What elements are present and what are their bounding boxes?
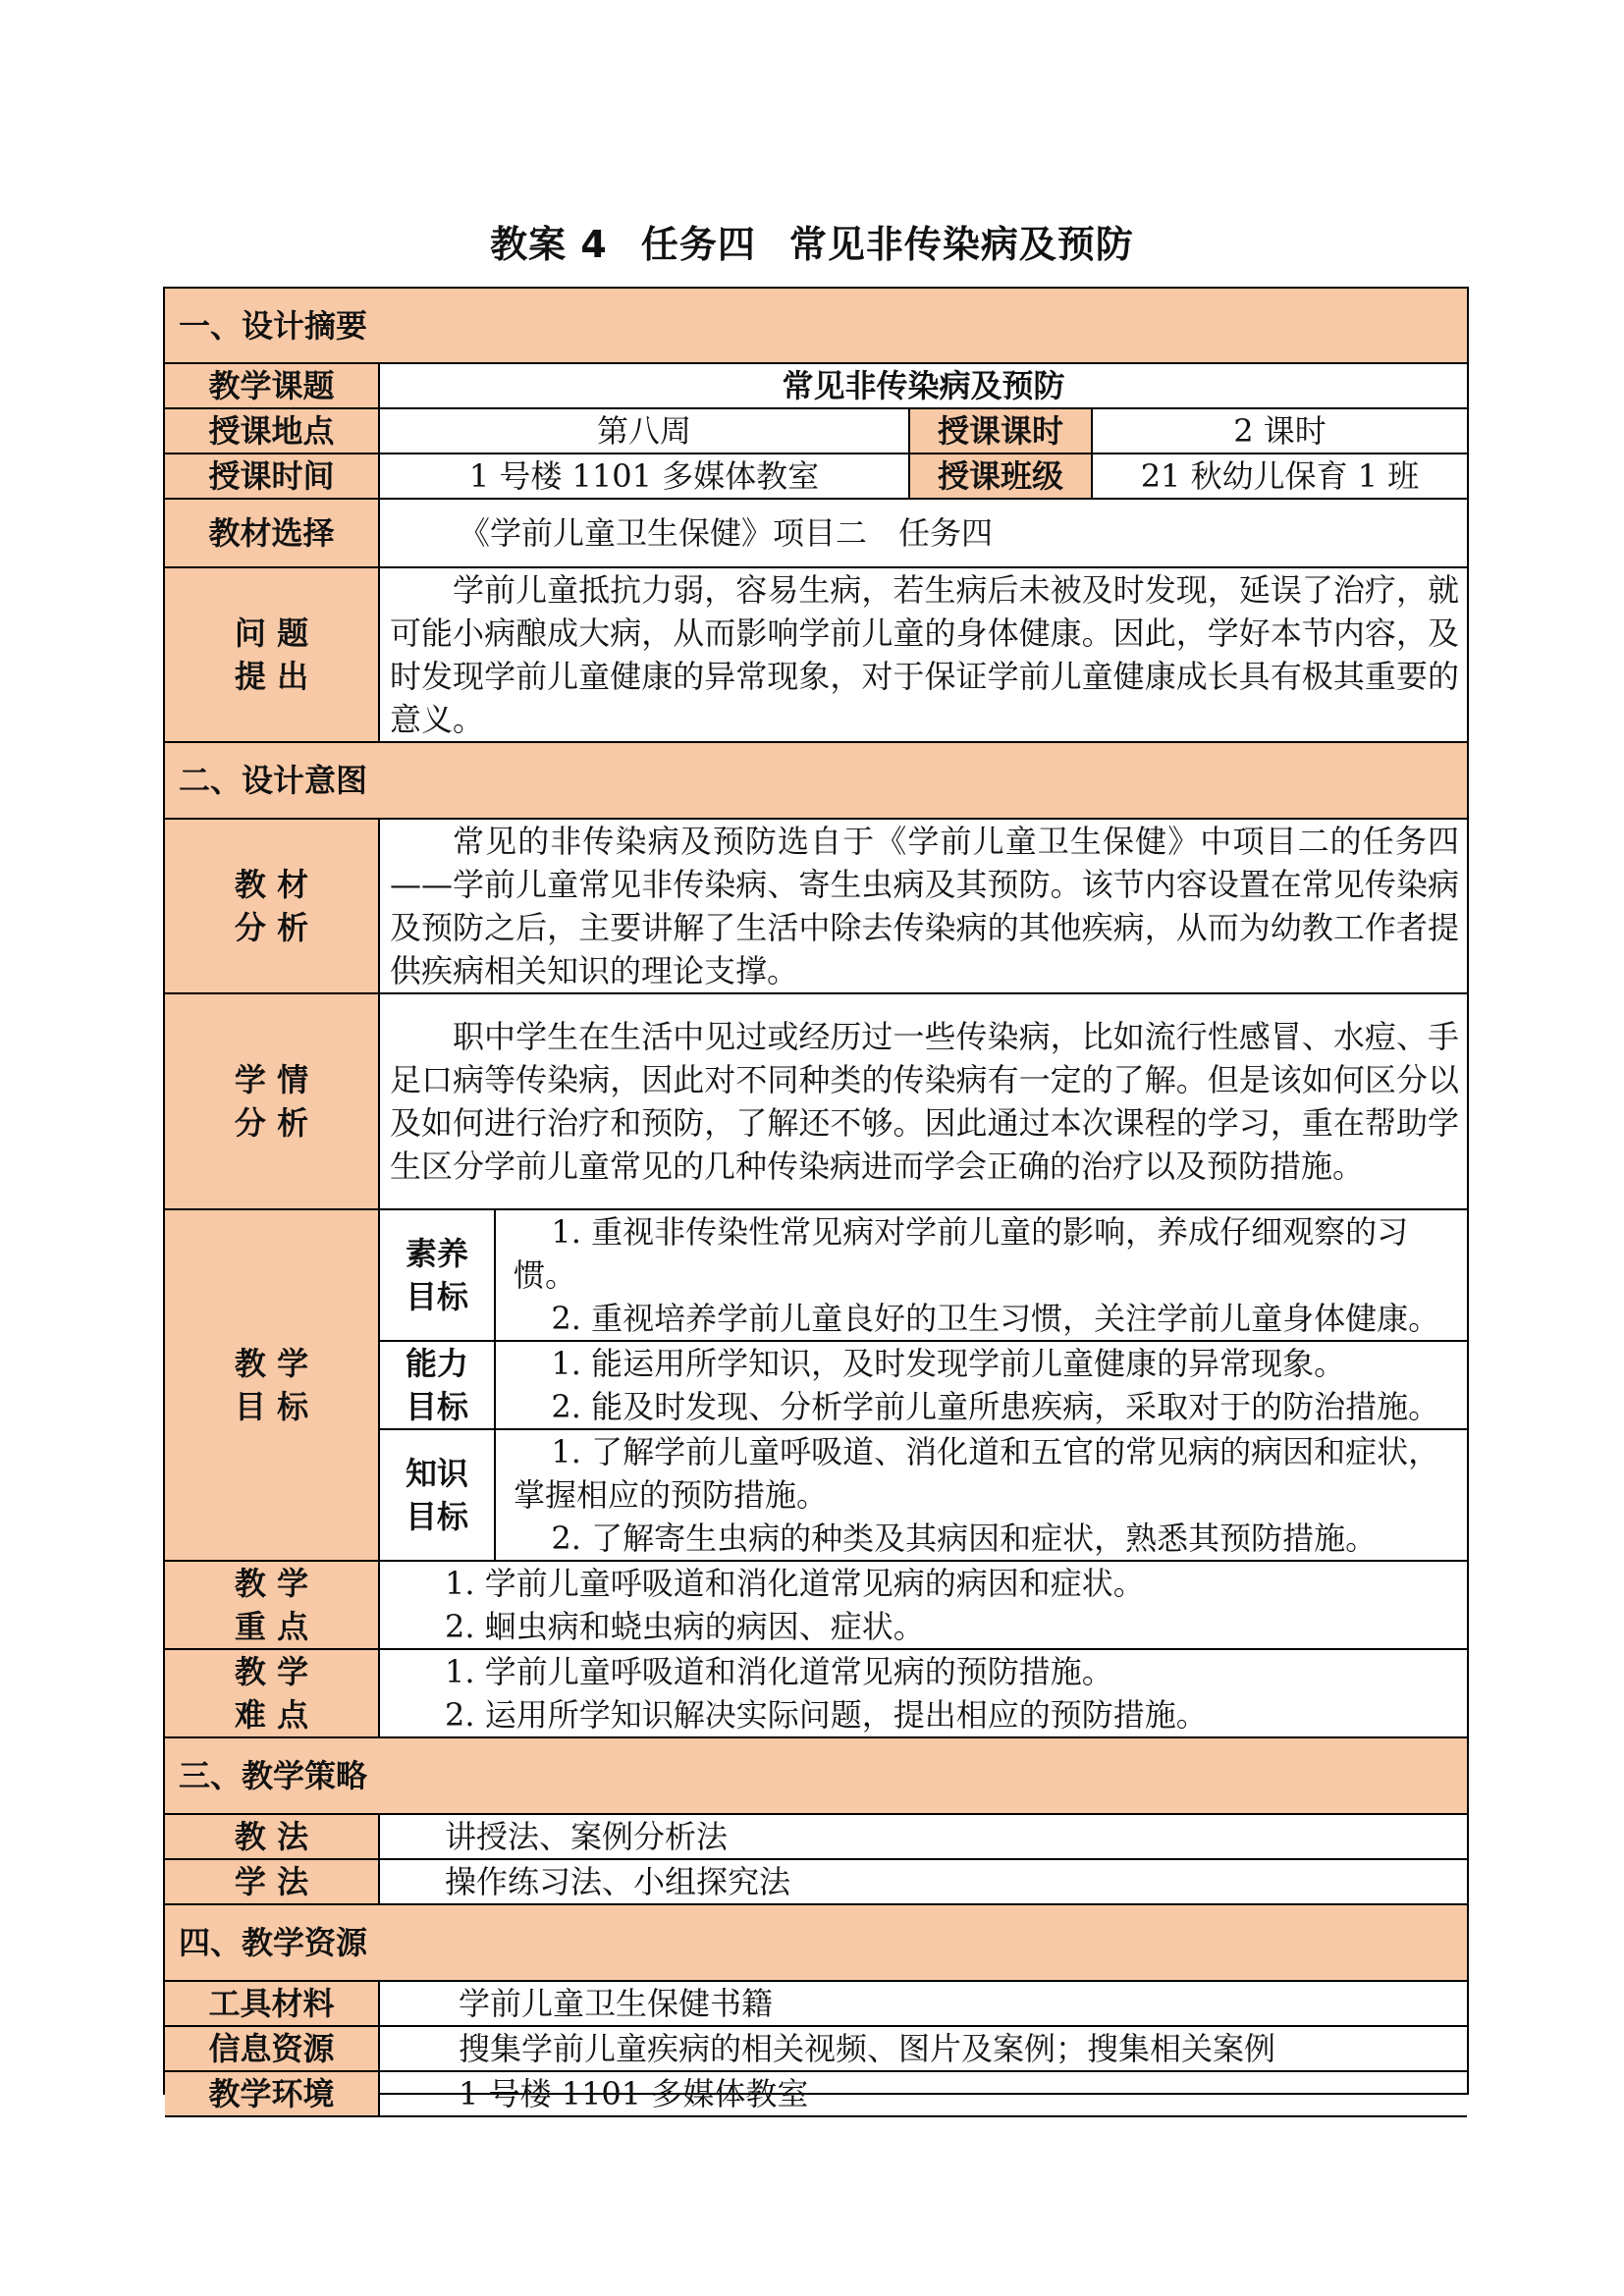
goal-literacy-line2: 目标: [405, 1278, 468, 1315]
difficulty-label: [165, 1649, 379, 1737]
student-label-line1: 学 情: [234, 1061, 309, 1098]
student-text: 职中学生在生活中见过或经历过一些传染病，比如流行性感冒、水痘、手足口病等传染病，因此对不同种类的传染病有一定的了解。但是该如何区分以及如何进行治疗和预防，了解还不够。因此通过本次课程的学习，重在帮助学生区分学前儿童常见的几种传染病进而学会正确的治疗以及预防措施。: [379, 993, 1467, 1209]
problem-label-line1: 问 题: [234, 614, 309, 652]
section-header-resources: 四、教学资源: [165, 1904, 1467, 1981]
key-item-2: 2. 蛔虫病和蛲虫病的病因、症状。: [445, 1608, 925, 1645]
goal-knowledge-item-1: 1. 了解学前儿童呼吸道、消化道和五官的常见病的病因和症状，掌握相应的预防措施。: [514, 1433, 1440, 1514]
problem-label-line2: 提 出: [234, 658, 309, 695]
textbook-label: 教材选择: [165, 499, 379, 567]
student-label: [165, 993, 379, 1209]
goal-sub-label-knowledge: [379, 1429, 495, 1561]
diff-label-line2: 难 点: [234, 1696, 309, 1734]
goals-label-line1: 教 学: [234, 1345, 309, 1382]
class-label: 授课班级: [909, 454, 1092, 499]
tools-label: 工具材料: [165, 1981, 379, 2026]
goal-ability-line1: 能力: [405, 1345, 468, 1382]
title-task: 任务四: [640, 223, 756, 266]
page-title: [0, 214, 1624, 268]
problem-label: [165, 567, 379, 742]
section-header-strategy: 三、教学策略: [165, 1737, 1467, 1814]
goal-ability-line2: 目标: [405, 1388, 468, 1425]
goals-label: [165, 1209, 379, 1561]
time-label: 授课时间: [165, 454, 379, 499]
goal-literacy-item-2: 2. 重视培养学前儿童良好的卫生习惯，关注学前儿童身体健康。: [551, 1300, 1440, 1337]
hours-value: 2 课时: [1092, 408, 1467, 454]
teaching-method-value: 讲授法、案例分析法: [379, 1814, 1467, 1859]
difficulty-items: [379, 1649, 1467, 1737]
info-resources-label: 信息资源: [165, 2026, 379, 2071]
goal-knowledge-items: [495, 1429, 1467, 1561]
goal-sub-label-ability: [379, 1341, 495, 1429]
key-item-1: 1. 学前儿童呼吸道和消化道常见病的病因和症状。: [445, 1565, 1145, 1602]
environment-value: 1 号楼 1101 多媒体教室: [379, 2071, 1467, 2116]
title-topic: 常见非传染病及预防: [788, 223, 1134, 266]
key-points-items: [379, 1561, 1467, 1649]
topic-value: 常见非传染病及预防: [379, 363, 1467, 408]
section-header-intent: 二、设计意图: [165, 742, 1467, 819]
goal-literacy-item-1: 1. 重视非传染性常见病对学前儿童的影响，养成仔细观察的习惯。: [514, 1213, 1409, 1294]
key-label-line1: 教 学: [234, 1565, 309, 1602]
diff-label-line1: 教 学: [234, 1653, 309, 1690]
teaching-method-label: 教 法: [165, 1814, 379, 1859]
goal-literacy-line1: 素养: [405, 1235, 468, 1272]
diff-item-2: 2. 运用所学知识解决实际问题，提出相应的预防措施。: [445, 1696, 1208, 1734]
time-value: 1 号楼 1101 多媒体教室: [379, 454, 909, 499]
material-label: [165, 819, 379, 993]
material-label-line2: 分 析: [234, 909, 309, 946]
lesson-plan-table: [163, 287, 1469, 2112]
goal-ability-item-2: 2. 能及时发现、分析学前儿童所患疾病，采取对于的防治措施。: [551, 1388, 1440, 1425]
goal-knowledge-line1: 知识: [405, 1455, 468, 1492]
textbook-value: 《学前儿童卫生保健》项目二 任务四: [379, 499, 1467, 567]
goal-sub-label-literacy: [379, 1209, 495, 1341]
material-label-line1: 教 材: [234, 866, 309, 903]
section-header-summary: 一、设计摘要: [165, 289, 1467, 363]
place-value: 第八周: [379, 408, 909, 454]
class-value: 21 秋幼儿保育 1 班: [1092, 454, 1467, 499]
learning-method-value: 操作练习法、小组探究法: [379, 1859, 1467, 1904]
tools-value: 学前儿童卫生保健书籍: [379, 1981, 1467, 2026]
goal-ability-item-1: 1. 能运用所学知识，及时发现学前儿童健康的异常现象。: [551, 1345, 1346, 1382]
info-resources-value: 搜集学前儿童疾病的相关视频、图片及案例；搜集相关案例: [379, 2026, 1467, 2071]
student-label-line2: 分 析: [234, 1104, 309, 1142]
learning-method-label: 学 法: [165, 1859, 379, 1904]
goal-literacy-items: [495, 1209, 1467, 1341]
material-text: 常见的非传染病及预防选自于《学前儿童卫生保健》中项目二的任务四——学前儿童常见非传染病、寄生虫病及其预防。该节内容设置在常见传染病及预防之后，主要讲解了生活中除去传染病的其他疾病，从而为幼教工作者提供疾病相关知识的理论支撑。: [379, 819, 1467, 993]
title-lesson: 教案 4: [490, 223, 608, 266]
goal-knowledge-line2: 目标: [405, 1498, 468, 1535]
goal-ability-items: [495, 1341, 1467, 1429]
environment-label: 教学环境: [165, 2071, 379, 2116]
hours-label: 授课课时: [909, 408, 1092, 454]
diff-item-1: 1. 学前儿童呼吸道和消化道常见病的预防措施。: [445, 1653, 1113, 1690]
key-label-line2: 重 点: [234, 1608, 309, 1645]
key-points-label: [165, 1561, 379, 1649]
place-label: 授课地点: [165, 408, 379, 454]
goals-label-line2: 目 标: [234, 1388, 309, 1425]
topic-label: 教学课题: [165, 363, 379, 408]
goal-knowledge-item-2: 2. 了解寄生虫病的种类及其病因和症状，熟悉其预防措施。: [551, 1520, 1378, 1557]
problem-text: 学前儿童抵抗力弱，容易生病，若生病后未被及时发现，延误了治疗，就可能小病酿成大病，从而影响学前儿童的身体健康。因此，学好本节内容，及时发现学前儿童健康的异常现象，对于保证学前儿童健康成长具有极其重要的意义。: [379, 567, 1467, 742]
